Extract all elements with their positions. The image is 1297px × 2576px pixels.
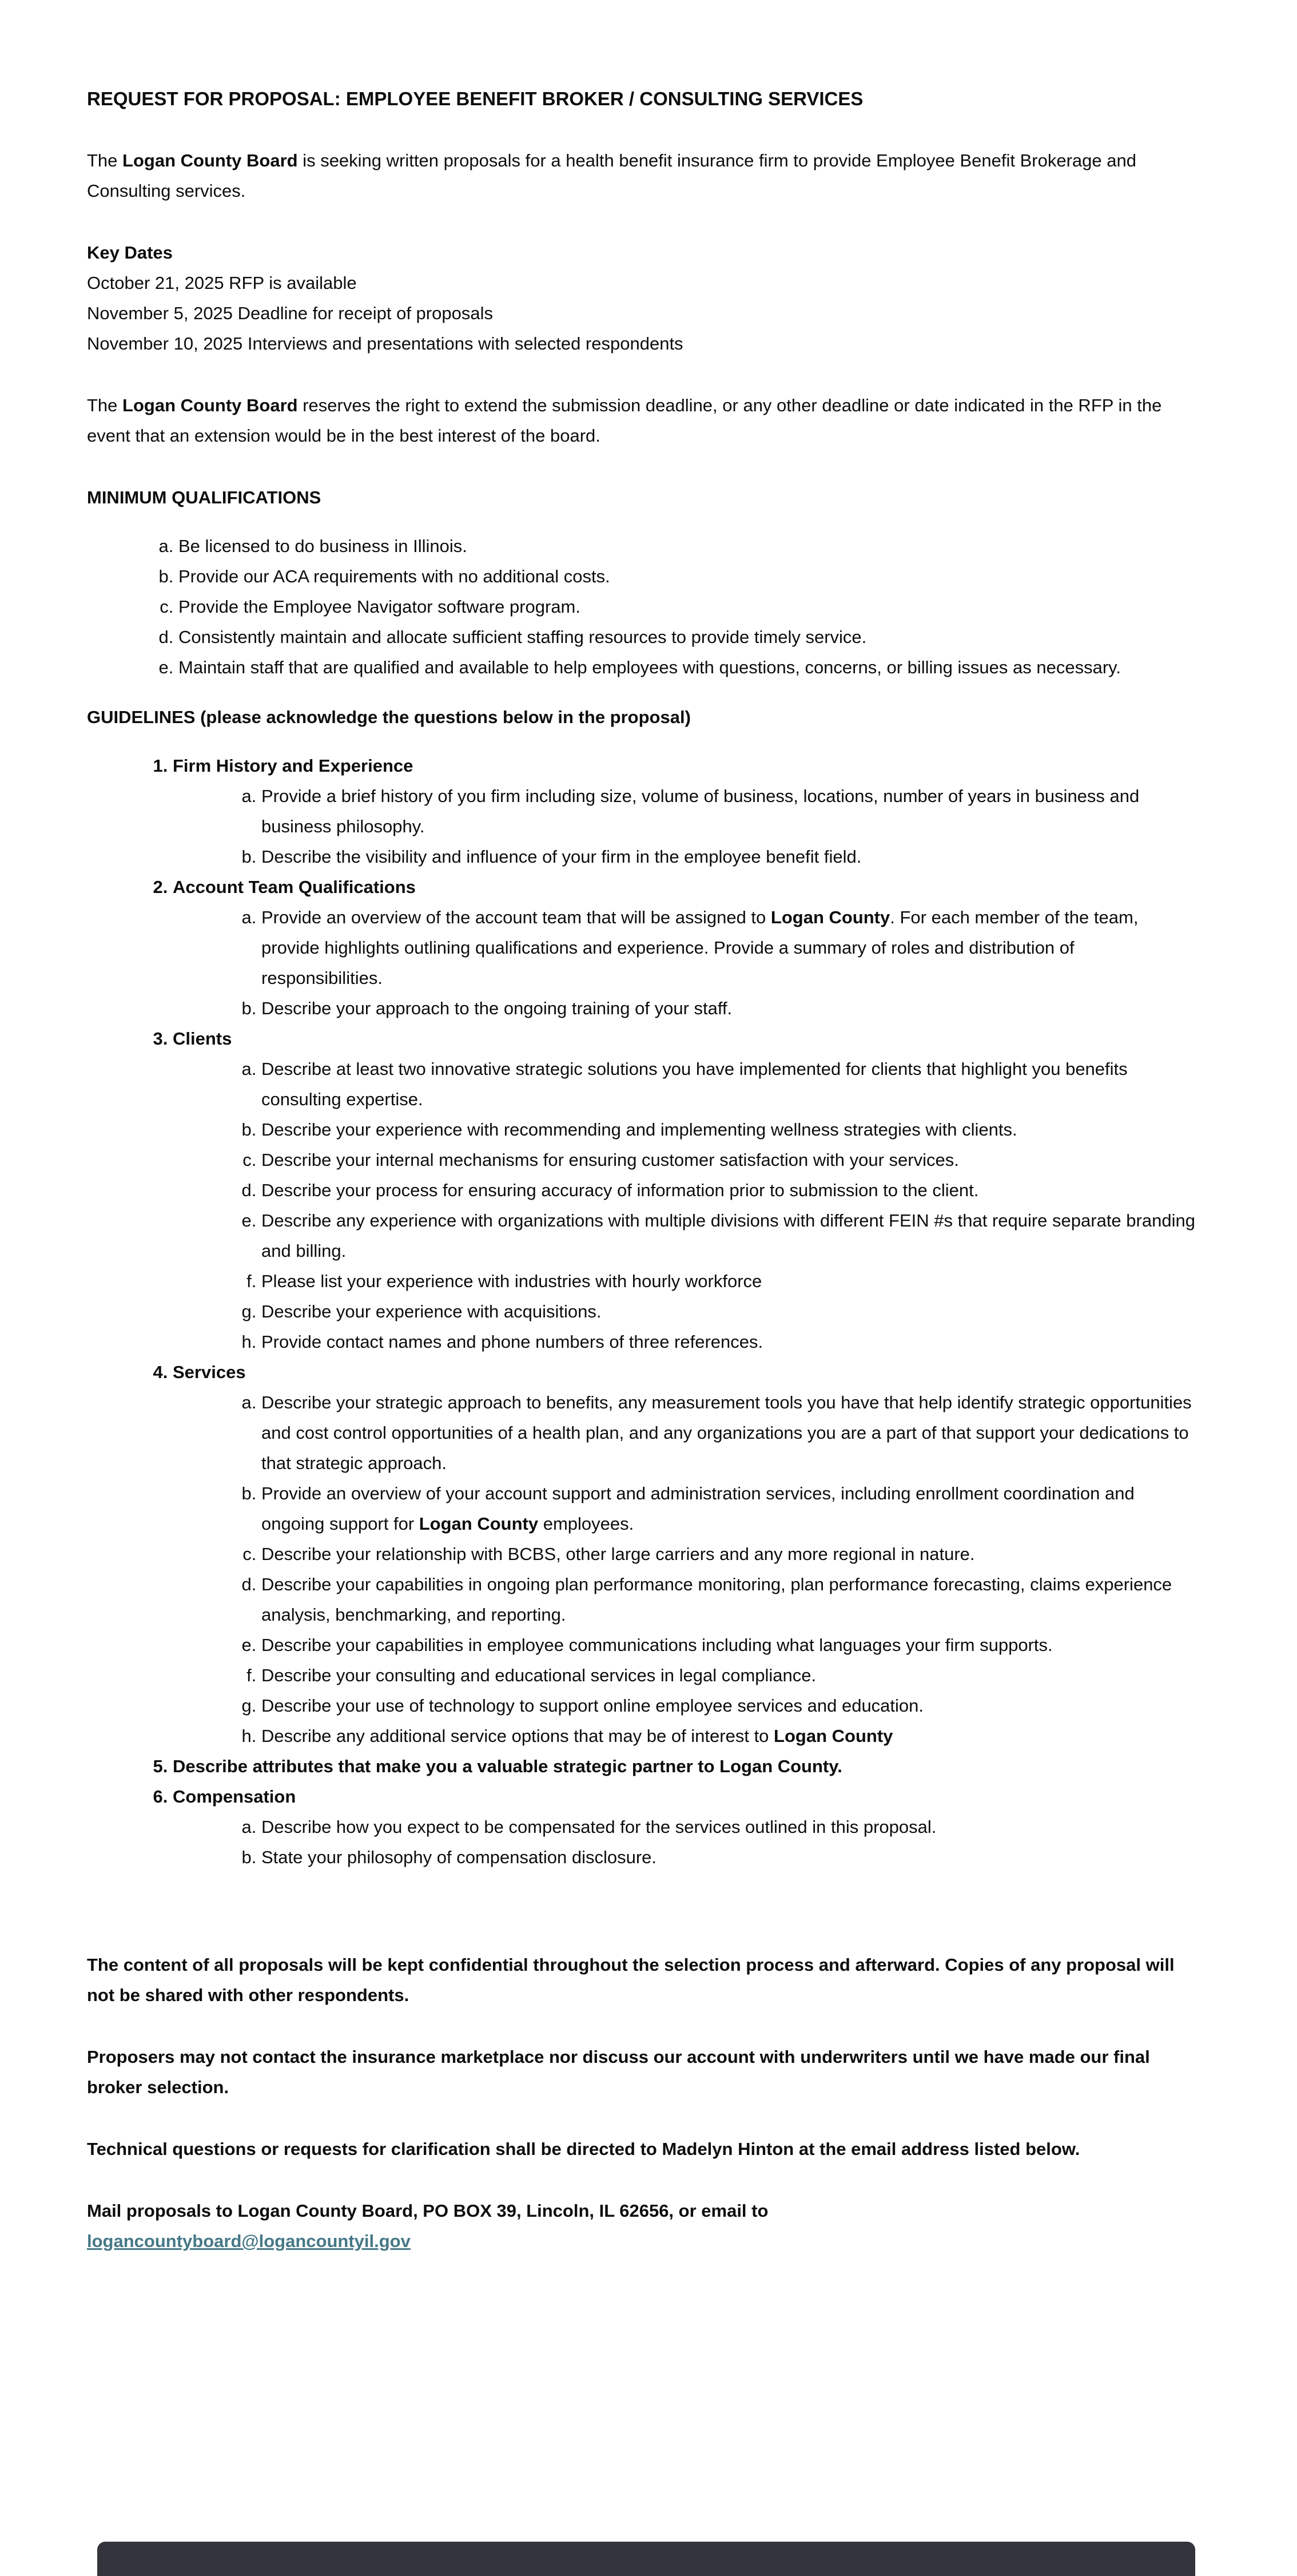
guideline-subitem: b. Describe your approach to the ongoing training of your staff. — [261, 993, 1195, 1023]
guideline-subitem: f. Please list your experience with industries with hourly workforce — [261, 1266, 1195, 1296]
guideline-subitem: b. State your philosophy of compensation disclosure. — [261, 1842, 1195, 1872]
marketplace-paragraph: Proposers may not contact the insurance marketplace nor discuss our account with underwriters until we have made our final broker selection. — [87, 2047, 1150, 2097]
confidentiality-paragraph: The content of all proposals will be kept confidential throughout the selection process and afterward. Copies of any proposal will not be shared with other respondents. — [87, 1955, 1175, 2005]
guideline-sublist — [173, 1387, 1195, 1751]
guidelines-heading: GUIDELINES (please acknowledge the questions below in the proposal) — [87, 707, 691, 727]
guidelines-section — [87, 702, 1195, 1872]
guideline-subitem: a. Provide an overview of the account team that will be assigned to Logan County. For each member of the team, provide highlights outlining qualifications and experience. Provide a summary of roles and distribution of responsibilities. — [261, 902, 1195, 993]
guideline-label: Describe attributes that make you a valuable strategic partner to Logan County. — [173, 1756, 842, 1776]
guideline-label: Services — [173, 1362, 246, 1382]
key-date-line: November 10, 2025 Interviews and presentations with selected respondents — [87, 334, 683, 354]
guideline-subitem: g. Describe your experience with acquisitions. — [261, 1296, 1195, 1327]
qualification-item: e. Maintain staff that are qualified and available to help employees with questions, concerns, or billing issues as necessary. — [178, 652, 1195, 682]
guideline-item-firm-history — [173, 751, 1195, 872]
minimum-qualifications-list — [87, 531, 1195, 682]
guideline-subitem: e. Describe your capabilities in employee communications including what languages your firm supports. — [261, 1630, 1195, 1660]
contact-paragraph: Technical questions or requests for clarification shall be directed to Madelyn Hinton at the email address listed below. — [87, 2139, 1080, 2159]
mailing-paragraph — [87, 2196, 1195, 2256]
guideline-subitem: a. Provide a brief history of you firm including size, volume of business, locations, number of years in business and business philosophy. — [261, 781, 1195, 842]
qualification-item: d. Consistently maintain and allocate sufficient staffing resources to provide timely service. — [178, 622, 1195, 652]
guideline-subitem: c. Describe your internal mechanisms for ensuring customer satisfaction with your services. — [261, 1145, 1195, 1175]
minimum-qualifications-section — [87, 482, 1195, 682]
guideline-subitem: e. Describe any experience with organizations with multiple divisions with different FEIN #s that require separate branding and billing. — [261, 1205, 1195, 1266]
guideline-item-compensation — [173, 1781, 1195, 1872]
document-title: REQUEST FOR PROPOSAL: EMPLOYEE BENEFIT BROKER / CONSULTING SERVICES — [87, 88, 864, 109]
key-date-line: October 21, 2025 RFP is available — [87, 273, 357, 293]
guideline-sublist — [173, 1812, 1195, 1872]
guideline-subitem: g. Describe your use of technology to support online employee services and education. — [261, 1690, 1195, 1721]
email-link[interactable]: logancountyboard@logancountyil.gov — [87, 2231, 411, 2251]
guideline-subitem: b. Provide an overview of your account support and administration services, including enrollment coordination and ongoing support for Logan County employees. — [261, 1478, 1195, 1539]
guideline-subitem: a. Describe at least two innovative strategic solutions you have implemented for clients that highlight you benefits consulting expertise. — [261, 1054, 1195, 1114]
minimum-qualifications-heading: MINIMUM QUALIFICATIONS — [87, 487, 321, 507]
guideline-sublist — [173, 902, 1195, 1023]
intro-paragraph: The Logan County Board is seeking written proposals for a health benefit insurance firm to provide Employee Benefit Brokerage and Consulting services. — [87, 150, 1136, 201]
qualification-item: c. Provide the Employee Navigator software program. — [178, 592, 1195, 622]
guideline-subitem: a. Describe your strategic approach to benefits, any measurement tools you have that help identify strategic opportunities and cost control opportunities of a health plan, and any organizations you are a part of that support your dedications to that strategic approach. — [261, 1387, 1195, 1478]
guideline-subitem: c. Describe your relationship with BCBS, other large carriers and any more regional in nature. — [261, 1539, 1195, 1569]
guidelines-list — [87, 751, 1195, 1872]
guideline-subitem: d. Describe your capabilities in ongoing plan performance monitoring, plan performance forecasting, claims experience analysis, benchmarking, and reporting. — [261, 1569, 1195, 1630]
guideline-label: Compensation — [173, 1787, 296, 1807]
guideline-item-account-team — [173, 872, 1195, 1023]
guideline-label: Clients — [173, 1029, 232, 1049]
guideline-subitem: h. Describe any additional service options that may be of interest to Logan County — [261, 1721, 1195, 1751]
guideline-item-strategic-partner — [173, 1751, 1195, 1781]
key-dates-section — [87, 237, 1195, 359]
guideline-subitem: d. Describe your process for ensuring accuracy of information prior to submission to the client. — [261, 1175, 1195, 1205]
guideline-subitem: h. Provide contact names and phone numbers of three references. — [261, 1327, 1195, 1357]
guideline-subitem: a. Describe how you expect to be compensated for the services outlined in this proposal. — [261, 1812, 1195, 1842]
guideline-item-services — [173, 1357, 1195, 1751]
guideline-item-clients — [173, 1023, 1195, 1357]
key-date-line: November 5, 2025 Deadline for receipt of proposals — [87, 303, 493, 323]
guideline-label: Firm History and Experience — [173, 756, 413, 776]
guideline-subitem: b. Describe your experience with recommending and implementing wellness strategies with clients. — [261, 1114, 1195, 1145]
guideline-label: Account Team Qualifications — [173, 877, 416, 897]
guideline-sublist — [173, 1054, 1195, 1357]
extension-paragraph: The Logan County Board reserves the right to extend the submission deadline, or any other deadline or date indicated in the RFP in the event that an extension would be in the best interest of the board. — [87, 395, 1162, 446]
guideline-subitem: b. Describe the visibility and influence of your firm in the employee benefit field. — [261, 842, 1195, 872]
bottom-dark-bar — [97, 2542, 1195, 2576]
guideline-subitem: f. Describe your consulting and educational services in legal compliance. — [261, 1660, 1195, 1690]
guideline-sublist — [173, 781, 1195, 872]
qualification-item: a. Be licensed to do business in Illinois. — [178, 531, 1195, 561]
qualification-item: b. Provide our ACA requirements with no additional costs. — [178, 561, 1195, 592]
mailing-instructions: Mail proposals to Logan County Board, PO BOX 39, Lincoln, IL 62656, or email to — [87, 2201, 769, 2221]
key-dates-heading: Key Dates — [87, 243, 173, 263]
